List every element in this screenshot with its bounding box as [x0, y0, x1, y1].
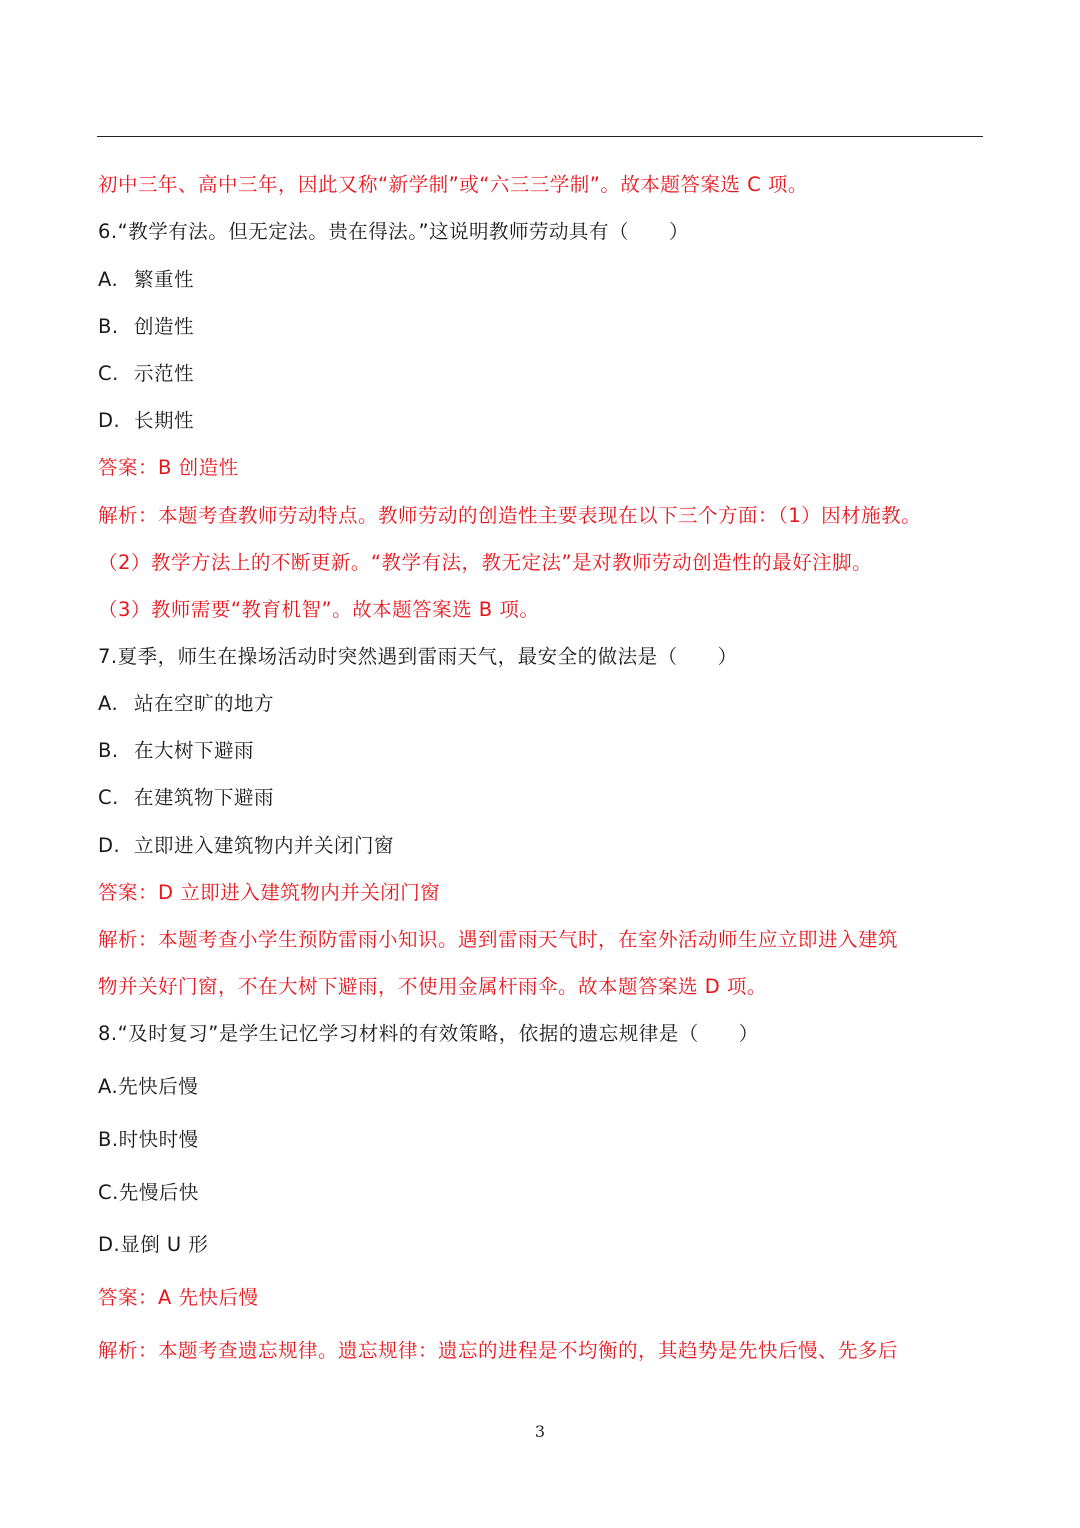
answer-text-line: 答案：B 创造性	[98, 456, 239, 479]
option-text: 站在空旷的地方	[134, 692, 275, 715]
option-line	[98, 360, 194, 388]
question-text-line: B.时快时慢	[98, 1128, 199, 1151]
option-letter: A.	[98, 692, 119, 715]
question-text-line: A.先快后慢	[98, 1075, 199, 1098]
option-line	[98, 266, 194, 294]
option-letter: C.	[98, 786, 119, 809]
question-text-line: 7.夏季，师生在操场活动时突然遇到雷雨天气，最安全的做法是（ ）	[98, 645, 738, 668]
option-text: 长期性	[134, 409, 195, 432]
option-line	[98, 832, 394, 860]
answer-text-line: 初中三年、高中三年，因此又称“新学制”或“六三三学制”。故本题答案选 C 项。	[98, 173, 808, 196]
option-line	[98, 313, 194, 341]
option-text: 在建筑物下避雨	[134, 786, 275, 809]
answer-text-line: 答案：D 立即进入建筑物内并关闭门窗	[98, 881, 441, 904]
question-text-line: D.显倒 U 形	[98, 1233, 209, 1256]
question-text-line: 6.“教学有法。但无定法。贵在得法。”这说明教师劳动具有（ ）	[98, 220, 690, 243]
option-text: 创造性	[134, 315, 195, 338]
answer-text-line: 解析：本题考查小学生预防雷雨小知识。遇到雷雨天气时，在室外活动师生应立即进入建筑	[98, 928, 899, 951]
option-line	[98, 784, 274, 812]
answer-text-line: （2）教学方法上的不断更新。“教学有法，教无定法”是对教师劳动创造性的最好注脚。	[98, 551, 873, 574]
option-text: 繁重性	[134, 268, 195, 291]
question-text-line: 8.“及时复习”是学生记忆学习材料的有效策略，依据的遗忘规律是（ ）	[98, 1022, 759, 1045]
answer-text-line: 答案：A 先快后慢	[98, 1286, 259, 1309]
page-number: 3	[534, 1422, 546, 1441]
option-letter: C.	[98, 362, 119, 385]
option-line	[98, 737, 254, 765]
option-text: 示范性	[134, 362, 195, 385]
option-letter: A.	[98, 268, 119, 291]
option-letter: B.	[98, 315, 119, 338]
answer-text-line: 物并关好门窗，不在大树下避雨，不使用金属杆雨伞。故本题答案选 D 项。	[98, 975, 767, 998]
option-line	[98, 690, 274, 718]
question-text-line: C.先慢后快	[98, 1181, 199, 1204]
header-rule	[97, 136, 983, 137]
option-text: 立即进入建筑物内并关闭门窗	[134, 834, 395, 857]
answer-text-line: 解析：本题考查遗忘规律。遗忘规律：遗忘的进程是不均衡的，其趋势是先快后慢、先多后	[98, 1339, 899, 1362]
option-line	[98, 407, 194, 435]
option-letter: D.	[98, 834, 121, 857]
option-letter: B.	[98, 739, 119, 762]
answer-text-line: （3）教师需要“教育机智”。故本题答案选 B 项。	[98, 598, 540, 621]
option-letter: D.	[98, 409, 121, 432]
option-text: 在大树下避雨	[134, 739, 255, 762]
answer-text-line: 解析：本题考查教师劳动特点。教师劳动的创造性主要表现在以下三个方面：（1）因材施教。	[98, 504, 922, 527]
